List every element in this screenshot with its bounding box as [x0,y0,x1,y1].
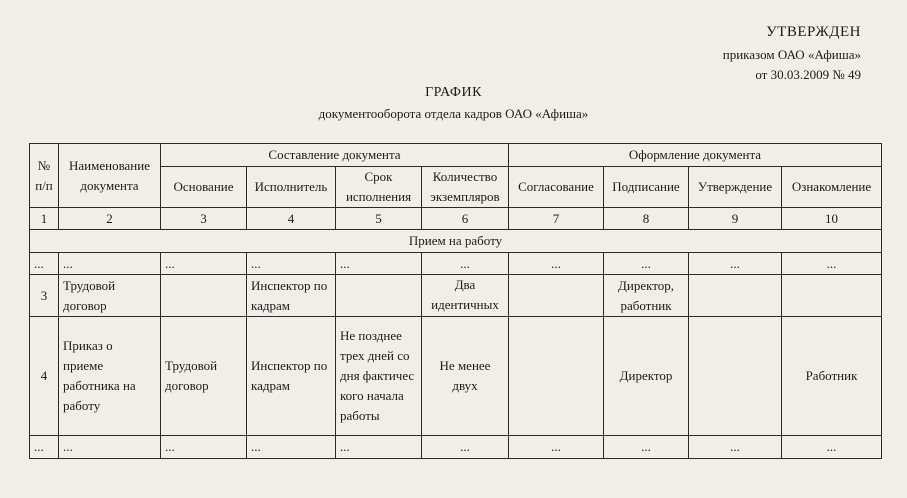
approval-title: УТВЕРЖДЕН [766,24,861,40]
table-cell: ... [604,253,689,275]
column-number: 5 [336,208,422,230]
header-acquaintance: Ознакомление [782,167,882,208]
column-number: 1 [30,208,59,230]
basis-cell: Трудовой договор [161,317,247,436]
row-number: 3 [30,275,59,317]
table-cell: ... [509,253,604,275]
header-signing: Подписание [604,167,689,208]
table-cell: ... [30,436,59,459]
basis-cell [161,275,247,317]
row-number: 4 [30,317,59,436]
table-row [30,317,882,436]
approval-order: приказом ОАО «Афиша» [722,47,861,62]
table-cell: ... [689,436,782,459]
signing-cell: Директор, работник [604,275,689,317]
document-subtitle: документооборота отдела кадров ОАО «Афиша» [318,106,589,121]
approval-date: от 30.03.2009 № 49 [755,67,861,82]
document-title: ГРАФИК [425,85,482,100]
approval-cell [689,275,782,317]
copies-cell: Два идентичных [422,275,509,317]
approval-stamp [723,24,861,85]
column-number: 8 [604,208,689,230]
column-number: 6 [422,208,509,230]
copies-cell: Не менее двух [422,317,509,436]
table-cell: ... [247,253,336,275]
table-cell: ... [422,253,509,275]
column-number: 4 [247,208,336,230]
deadline-cell: Не позднее трех дней со дня фактичес кого начала работы [336,317,422,436]
agreement-cell [509,275,604,317]
column-number: 7 [509,208,604,230]
agreement-cell [509,317,604,436]
column-number-row [30,208,882,230]
doc-name-cell: Трудовой договор [59,275,161,317]
table-cell: ... [336,253,422,275]
header-basis: Основание [161,167,247,208]
header-agreement: Согласование [509,167,604,208]
acquaintance-cell [782,275,882,317]
table-row [30,253,882,275]
executor-cell: Инспектор по кадрам [247,275,336,317]
header-doc-name: Наименование документа [59,144,161,208]
table-cell: ... [689,253,782,275]
table-cell: ... [30,253,59,275]
header-deadline: Срок исполнения [336,167,422,208]
table-cell: ... [161,436,247,459]
table-cell: ... [604,436,689,459]
column-number: 2 [59,208,161,230]
section-title: Прием на работу [30,230,882,253]
table-cell: ... [509,436,604,459]
executor-cell: Инспектор по кадрам [247,317,336,436]
column-number: 9 [689,208,782,230]
column-number: 10 [782,208,882,230]
table-cell: ... [782,253,882,275]
signing-cell: Директор [604,317,689,436]
table-cell: ... [782,436,882,459]
header-row [30,144,882,167]
deadline-cell [336,275,422,317]
header-executor: Исполнитель [247,167,336,208]
table-cell: ... [247,436,336,459]
header-approval: Утверждение [689,167,782,208]
acquaintance-cell: Работник [782,317,882,436]
header-no: № п/п [30,144,59,208]
header-group-process: Оформление документа [509,144,882,167]
section-row [30,230,882,253]
approval-cell [689,317,782,436]
table-cell: ... [422,436,509,459]
table-cell: ... [336,436,422,459]
table-row [30,436,882,459]
column-number: 3 [161,208,247,230]
doc-name-cell: Приказ о приеме работника на работу [59,317,161,436]
workflow-table [29,143,882,459]
header-copies: Количество экземпляров [422,167,509,208]
table-cell: ... [161,253,247,275]
table-row [30,275,882,317]
table-cell: ... [59,436,161,459]
header-group-compose: Составление документа [161,144,509,167]
table-cell: ... [59,253,161,275]
